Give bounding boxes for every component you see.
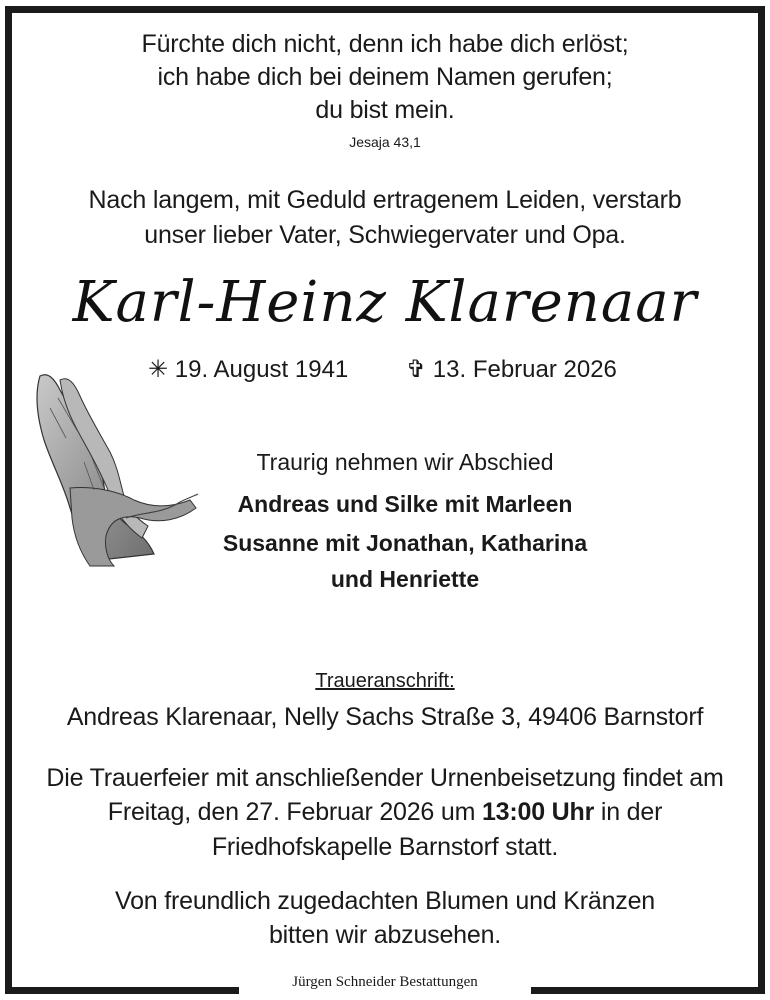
praying-hands-icon bbox=[30, 368, 200, 568]
address-label: Traueranschrift: bbox=[315, 670, 455, 692]
intro-line-2: unser lieber Vater, Schwiegervater und Opa. bbox=[144, 221, 626, 249]
ceremony-location-prefix: in der bbox=[600, 798, 663, 826]
address-text: Andreas Klarenaar, Nelly Sachs Straße 3, 49406 Barnstorf bbox=[66, 703, 704, 731]
verse-reference: Jesaja 43,1 bbox=[349, 134, 421, 150]
death-date-group bbox=[406, 355, 617, 384]
verse-line-3: du bist mein. bbox=[315, 96, 455, 124]
intro-line-1: Nach langem, mit Geduld ertragenem Leiden, verstarb bbox=[88, 186, 682, 214]
ceremony-line-1: Die Trauerfeier mit anschließender Urnenbeisetzung findet am bbox=[46, 764, 724, 792]
mourners-line-3: und Henriette bbox=[330, 566, 480, 592]
ceremony-date: Freitag, den 27. Februar 2026 um bbox=[107, 798, 476, 826]
ceremony-time: 13:00 Uhr bbox=[481, 798, 595, 826]
verse-line-1: Fürchte dich nicht, denn ich habe dich erlöst; bbox=[141, 30, 629, 58]
ceremony-line-3: Friedhofskapelle Barnstorf statt. bbox=[211, 833, 559, 861]
flowers-line-2: bitten wir abzusehen. bbox=[268, 921, 502, 949]
ceremony-line-2 bbox=[0, 798, 770, 827]
mourners-line-2: Susanne mit Jonathan, Katharina bbox=[222, 530, 588, 556]
flowers-line-1: Von freundlich zugedachten Blumen und Kränzen bbox=[115, 887, 655, 915]
verse-line-2: ich habe dich bei deinem Namen gerufen; bbox=[157, 63, 613, 91]
birth-star-icon: ✳ bbox=[148, 356, 169, 383]
mourners-intro: Traurig nehmen wir Abschied bbox=[256, 449, 554, 475]
death-date: 13. Februar 2026 bbox=[432, 356, 617, 383]
mourners-line-1: Andreas und Silke mit Marleen bbox=[237, 491, 573, 517]
deceased-name: Karl-Heinz Klarenaar bbox=[72, 270, 698, 335]
undertaker-credit: Jürgen Schneider Bestattungen bbox=[239, 969, 531, 995]
death-cross-icon: ✞ bbox=[406, 356, 427, 383]
birth-date: 19. August 1941 bbox=[174, 356, 349, 383]
